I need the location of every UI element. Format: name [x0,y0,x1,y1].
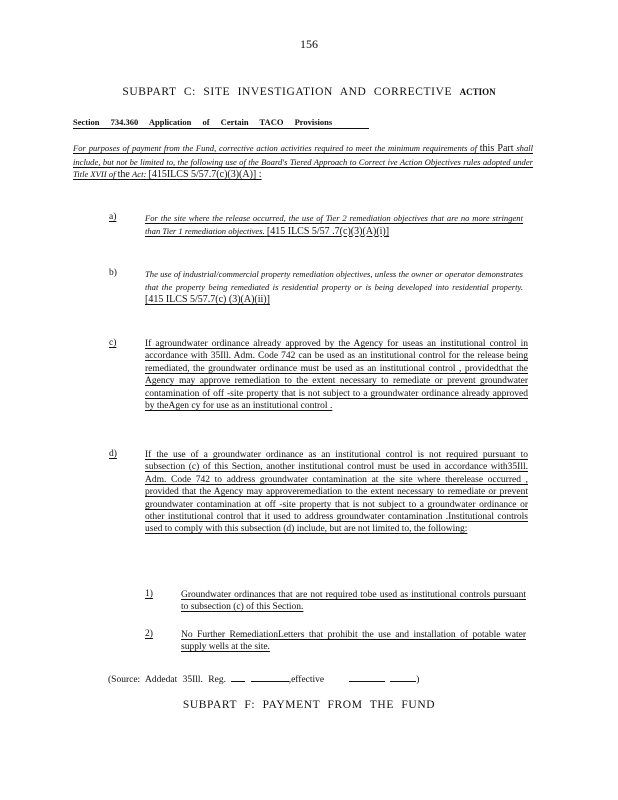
source-blank-2 [251,672,289,682]
subpart-f-heading: SUBPART F: PAYMENT FROM THE FUND [182,699,436,711]
intro-lead: For purposes of payment from the Fund, corrective action activities required to meet the minimum requirements of [73,143,477,153]
source-end: ) [416,675,420,685]
source-blank-4 [390,672,416,682]
page-number: 156 [300,37,318,51]
item-a-label: a) [109,212,117,222]
source-note [108,672,419,685]
item-a-text [145,212,523,238]
source-mid: ,effective [288,675,325,685]
item-b-citation: [415 ILCS 5/57.7(c) (3)(A)(ii)] [145,294,270,306]
subitem-1-text: Groundwater ordinances that are not required tobe used as institutional controls pursuant to subsection (c) of this Section. [181,590,526,613]
item-a-citation: [415 ILCS 5/57 .7(c)(3)(A)(i)] [266,225,390,237]
intro-paragraph [73,142,533,182]
subitem-1-label: 1) [145,589,153,599]
subpart-c-heading-tail: ACTION [459,87,496,97]
item-b-body: The use of industrial/commercial property remediation objectives, unless the owner or operator demonstrates that the property being remediated is residential property or is being developed into residential property. [145,269,523,292]
intro-act: Act: [132,169,147,180]
section-title: Section 734.360 Application of Certain TACO Provisions [73,117,369,129]
subpart-c-heading [0,86,618,98]
source-blank-1 [231,672,245,682]
subitem-2-label: 2) [145,629,153,639]
intro-rest: shall include, but not be limited to, the following use of the Board's Tiered Approach to Correct ive Action Objectives rules adopted under Title XVII of [73,143,534,180]
intro-this-part: this Part [479,143,514,154]
subpart-c-heading-main: SUBPART C: SITE INVESTIGATION AND CORRECTIVE [122,86,453,98]
intro-citation: [415ILCS 5/57.7(c)(3)(A)] : [148,169,262,181]
item-d-label: d) [109,449,117,459]
source-blank-3 [349,672,385,682]
item-a-body: For the site where the release occurred, the use of Tier 2 remediation objectives that are no more stringent than Tier 1 remediation objectives. [145,213,523,236]
intro-the: the [117,169,130,181]
item-b-text [145,268,523,307]
item-c-label: c) [109,338,117,348]
subitem-2-text: No Further RemediationLetters that prohibit the use and installation of potable water supply wells at the site. [181,630,526,653]
item-d-text: If the use of a groundwater ordinance as an institutional control is not required pursuant to subsection (c) of this Section, another institutional control must be used in accordance with35Ill. Adm. Code 742 to address groundwater contamination at the site where therelease occurred , provided that the Agency may approveremediation to the extent necessary to remediate or prevent groundwater contamination at off -site property that is not subject to a groundwater ordinance or other institutional control that it used to address groundwater contamination .Institutional controls used to comply with this subsection (d) include, but are not limited to, the following: [145,450,528,535]
item-c-text: If agroundwater ordinance already approved by the Agency for useas an institutional control in accordance with 35Ill. Adm. Code 742 can be used as an institutional control for the release being remediated, the groundwater ordinance must be used as an institutional control , providedthat the Agency may approve remediation to the extent necessary to remediate or prevent groundwater contamination of off -site property that is not subject to a groundwater ordinance already approved by theAgen cy for use as an institutional control . [145,339,528,412]
source-lead: (Source: Addedat 35Ill. Reg. [108,675,226,685]
item-b-label: b) [109,268,117,278]
